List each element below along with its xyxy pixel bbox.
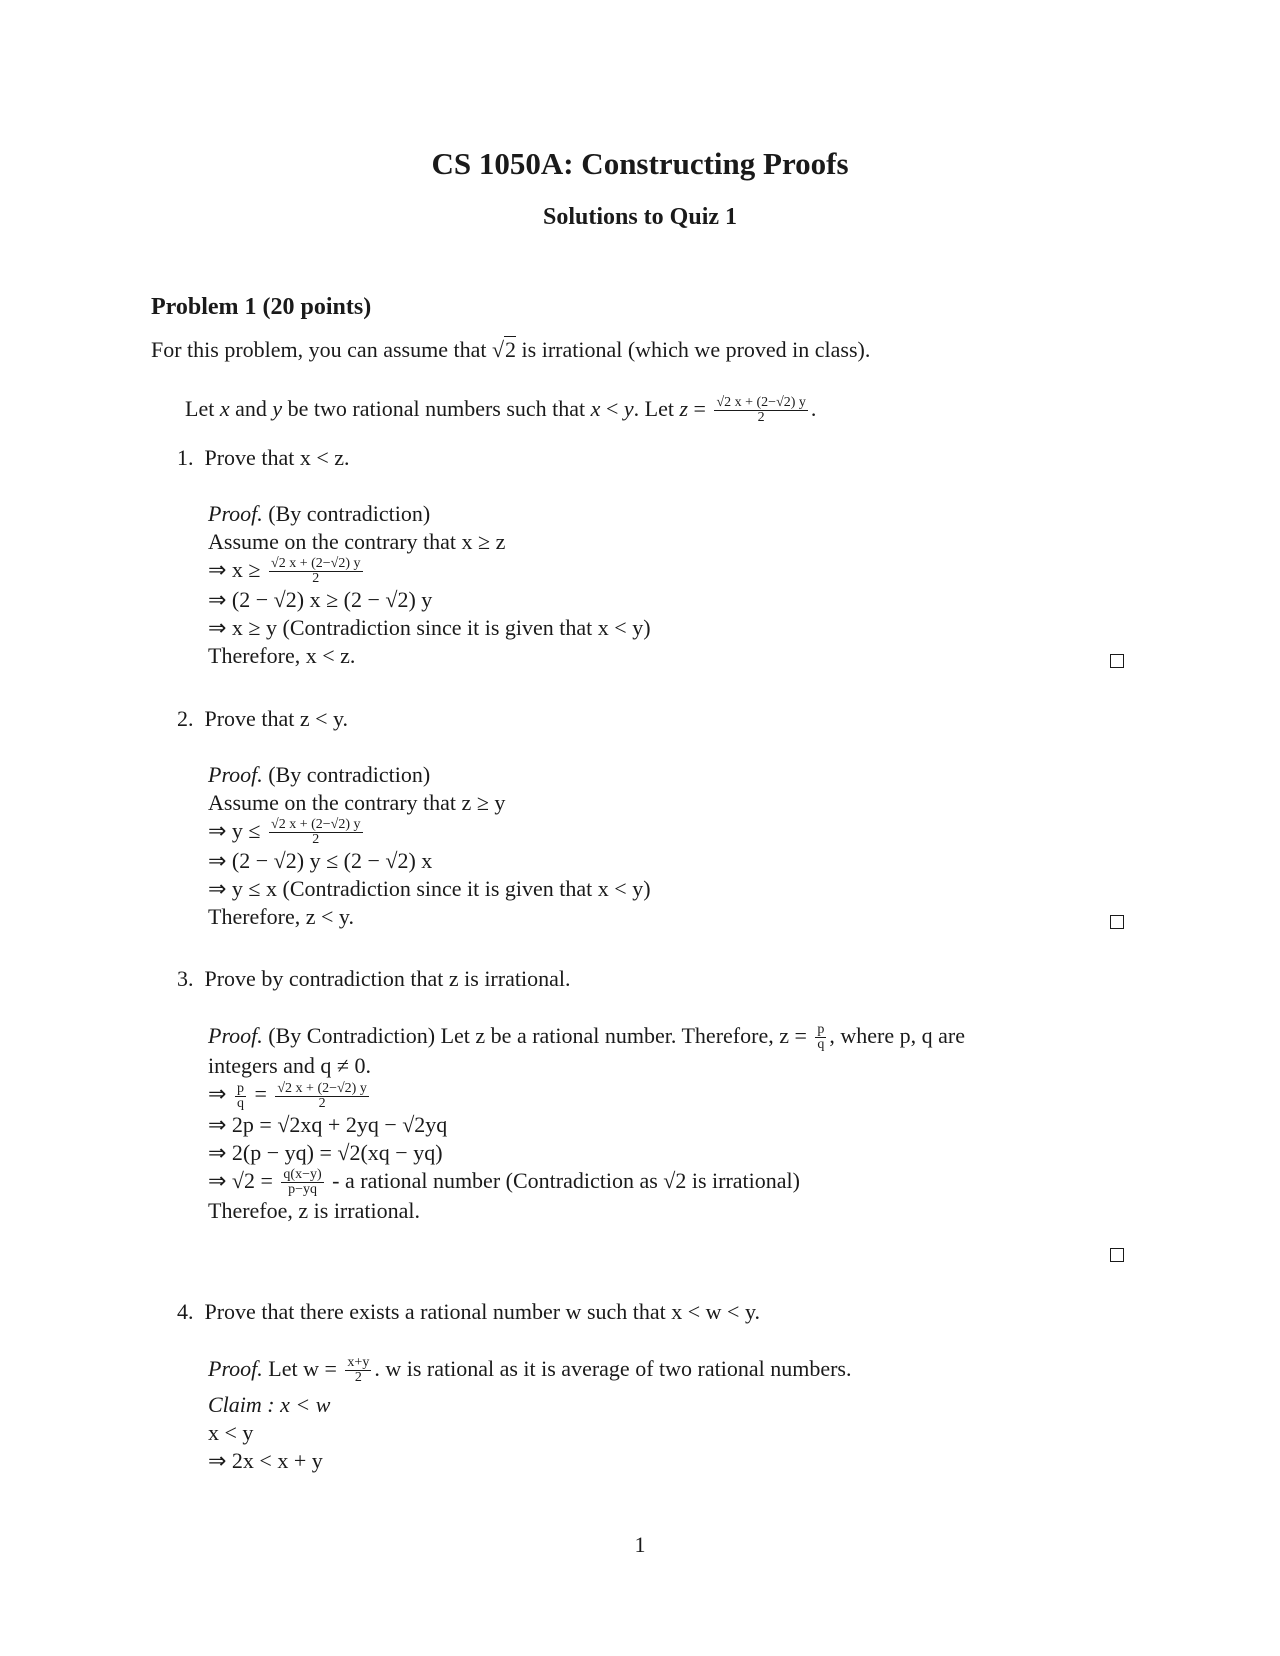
item-4-proof-header: Proof. Let w = $\frac{x+y}{2}$ . w is rational as it is average of two rational numbers.: [208, 1355, 852, 1386]
item-4-line-1: x < y: [208, 1420, 254, 1446]
intro-text-b: is irrational (which we proved in class).: [516, 337, 871, 362]
item-4-number: 4.: [177, 1299, 194, 1324]
item-1-line-3: ⇒ (2 − √2) x ≥ (2 − √2) y: [208, 587, 433, 613]
item-1-line-5: Therefore, x < z.: [208, 643, 356, 669]
item-3-line-4: ⇒ √2 = $\frac{q(x-y)}{p-yq}$ - a rational number (Contradiction as √2 is irrational): [208, 1167, 800, 1198]
item-1-line-4: ⇒ x ≥ y (Contradiction since it is given that x < y): [208, 615, 651, 641]
item-3-line-3: ⇒ 2(p − yq) = √2(xq − yq): [208, 1139, 443, 1165]
problem-intro: [151, 336, 870, 364]
item-2-proof-header: Proof. (By contradiction): [208, 762, 431, 787]
item-2-number: 2.: [177, 706, 194, 731]
item-2-proof: [208, 761, 651, 931]
item-4-w-fraction: $\frac{x+y}{2}$: [347, 1355, 370, 1386]
setup-text-d: . Let: [633, 396, 680, 421]
item-2-line-5: Therefore, z < y.: [208, 904, 354, 930]
item-4-statement: [177, 1298, 760, 1326]
qed-icon: [1110, 1248, 1124, 1262]
item-1-proof-header: Proof. (By contradiction): [208, 501, 431, 526]
item-3-line-2: ⇒ 2p = √2xq + 2yq − √2yq: [208, 1111, 448, 1137]
item-3-statement: [177, 965, 570, 993]
item-3-proof-header: Proof. (By Contradiction) Let z be a rational number. Therefore, z = $\frac{p}{q}$ , where p, q are: [208, 1022, 965, 1053]
item-3-text: Prove by contradiction that z is irrational.: [204, 966, 571, 991]
problem-setup: Let x and y be two rational numbers such that x < y. Let z = $\frac{√2 x + (2-√2) y}{2}$ .: [185, 395, 817, 426]
document-title: CS 1050A: Constructing Proofs: [431, 146, 849, 181]
item-3-pq-fraction: $\frac{p}{q}$: [817, 1022, 825, 1053]
item-2-fraction: $\frac{√2 x + (2-√2) y}{2}$: [271, 817, 361, 848]
item-3-pq-frac-2: $\frac{p}{q}$: [236, 1080, 244, 1111]
intro-text-a: For this problem, you can assume that: [151, 337, 492, 362]
item-3-number: 3.: [177, 966, 194, 991]
item-3-z-fraction: $\frac{√2 x + (2-√2) y}{2}$: [277, 1080, 367, 1111]
item-2-line-2: ⇒ y ≤ $\frac{√2 x + (2-√2) y}{2}$: [208, 817, 361, 848]
item-1-number: 1.: [177, 445, 194, 470]
problem-heading: Problem 1 (20 points): [151, 294, 372, 320]
qed-icon: [1110, 915, 1124, 929]
item-4-claim: Claim : x < w: [208, 1392, 331, 1418]
item-1-line-1: Assume on the contrary that x ≥ z: [208, 529, 506, 554]
setup-text-c: be two rational numbers such that: [282, 396, 591, 421]
item-4-text: Prove that there exists a rational number w such that x < w < y.: [204, 1299, 761, 1324]
item-1-statement: [177, 444, 350, 472]
item-1-line-2: ⇒ x ≥ $\frac{√2 x + (2-√2) y}{2}$: [208, 556, 361, 587]
item-2-statement: [177, 705, 348, 733]
item-2-line-3: ⇒ (2 − √2) y ≤ (2 − √2) x: [208, 848, 433, 874]
item-1-fraction: $\frac{√2 x + (2-√2) y}{2}$: [271, 556, 361, 587]
setup-text-a: Let: [185, 396, 220, 421]
qed-icon: [1110, 654, 1124, 668]
setup-text-b: and: [229, 396, 273, 421]
item-1-text: Prove that x < z.: [204, 445, 350, 470]
item-3-proof: [208, 1022, 965, 1225]
item-1-proof: [208, 500, 651, 670]
z-definition-fraction: $\frac{√2 x + (2-√2) y}{2}$: [716, 395, 806, 426]
item-2-line-4: ⇒ y ≤ x (Contradiction since it is given that x < y): [208, 876, 651, 902]
item-4-proof: [208, 1355, 851, 1475]
page-number: 1: [634, 1532, 646, 1557]
item-3-rational-fraction: $\frac{q(x-y)}{p-yq}$: [283, 1167, 322, 1198]
item-4-line-2: ⇒ 2x < x + y: [208, 1448, 323, 1474]
document-subtitle: Solutions to Quiz 1: [542, 204, 738, 230]
item-3-proof-header-line2: integers and q ≠ 0.: [208, 1053, 371, 1079]
sqrt-two: √2: [491, 337, 517, 362]
item-3-line-5: Therefoe, z is irrational.: [208, 1198, 420, 1224]
item-3-line-1: ⇒ $\frac{p}{q}$ = $\frac{√2 x + (2-√2) y}{2}$: [208, 1080, 367, 1111]
item-2-line-1: Assume on the contrary that z ≥ y: [208, 790, 506, 815]
item-2-text: Prove that z < y.: [204, 706, 349, 731]
